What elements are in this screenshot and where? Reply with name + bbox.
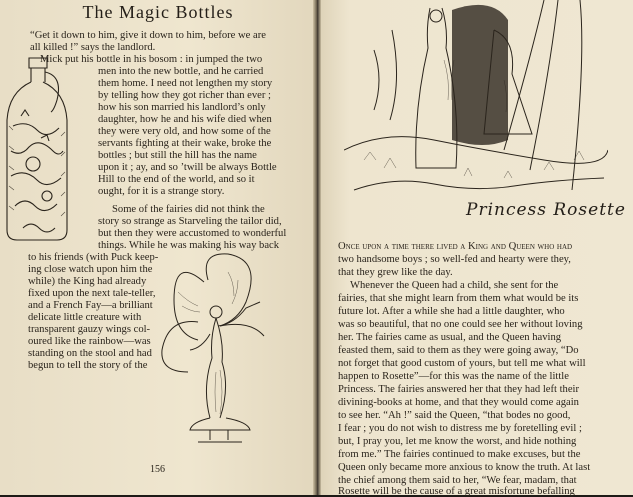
chapter-title: Princess Rosette bbox=[466, 200, 626, 220]
fairy-forest-illustration bbox=[344, 0, 608, 196]
text-line: but, I pray you, let me know the worst, and hide nothing bbox=[338, 436, 577, 447]
page-number: 156 bbox=[150, 464, 165, 475]
engraved-bottle-illustration bbox=[3, 56, 71, 244]
text-line: ing close watch upon him the bbox=[28, 264, 153, 275]
text-line: Whenever the Queen had a child, she sent for the bbox=[350, 280, 559, 291]
text-line: future lot. After a while she had a little daughter, who bbox=[338, 306, 565, 317]
text-line: while) the King had already bbox=[28, 276, 147, 287]
text-line: transparent gauzy wings col- bbox=[28, 324, 151, 335]
text-line: divining-books at home, and that they would come again bbox=[338, 397, 579, 408]
text-line: to see her. “Ah !” said the Queen, “that bodes no good, bbox=[338, 410, 571, 421]
text-line: daughter, how he and his wife died when bbox=[98, 114, 272, 125]
text-line: them home. I need not lengthen my story bbox=[98, 78, 273, 89]
text-line: I fear ; you do not wish to distress me by foretelling evil ; bbox=[338, 423, 582, 434]
text-line: “Get it down to him, give it down to him, before we are bbox=[30, 30, 266, 41]
text-line: to his friends (with Puck keep- bbox=[28, 252, 159, 263]
text-line: things. While he was making his way back bbox=[98, 240, 280, 251]
text-line: men into the new bottle, and he carried bbox=[98, 66, 264, 77]
text-line: ought, for it is a strange story. bbox=[98, 186, 225, 197]
text-line: and a French Fay—a brilliant bbox=[28, 300, 153, 311]
text-line: Queen only became more anxious to know the truth. At last bbox=[338, 462, 591, 473]
text-line: bottles ; but still the hill has the name bbox=[98, 150, 257, 161]
text-line: delicate little creature with bbox=[28, 312, 142, 323]
text-line: her. The fairies came as usual, and the Queen having bbox=[338, 332, 562, 343]
text-line: standing on the stool and had bbox=[28, 348, 152, 359]
text-line: how his son married his landlord’s only bbox=[98, 102, 266, 113]
text-line: upon it ; ay, and so ’twill be always Bottle bbox=[98, 162, 277, 173]
text-line: fixed upon the next tale-teller, bbox=[28, 288, 156, 299]
text-line: that they grew like the day. bbox=[338, 267, 453, 278]
text-line: happen to Rosette”—for this was the name of the little bbox=[338, 371, 569, 382]
text-line: was so beautiful, that no one could see her without loving bbox=[338, 319, 583, 330]
text-line: Mick put his bottle in his bosom : in jumped the two bbox=[40, 54, 263, 65]
text-line: from me.” The fairies continued to make excuses, but the bbox=[338, 449, 581, 460]
running-head: The Magic Bottles bbox=[82, 2, 234, 22]
text-line: begun to tell the story of the bbox=[28, 360, 148, 371]
text-line: not forget that good custom of yours, but tell me what will bbox=[338, 358, 586, 369]
text-line: feasted them, said to them as they were going away, “Do bbox=[338, 345, 579, 356]
text-line: but then they were accustomed to wonderful bbox=[98, 228, 287, 239]
text-line: Some of the fairies did not think the bbox=[112, 204, 265, 215]
text-line: two handsome boys ; so well-fed and hearty were they, bbox=[338, 254, 571, 265]
text-line: story so strange as Starveling the tailor did, bbox=[98, 216, 282, 227]
text-line: all killed !” says the landlord. bbox=[30, 42, 156, 53]
text-line-content: Once upon a time there lived a King and Queen who had bbox=[338, 241, 573, 252]
text-line: fairies, that she might learn from them what would be its bbox=[338, 293, 579, 304]
text-line: servants fighting at their wake, broke the bbox=[98, 138, 272, 149]
text-line: by telling how they got richer than ever ; bbox=[98, 90, 271, 101]
text-line: Princess. The fairies answered her that they had left their bbox=[338, 384, 580, 395]
text-line: Hill to the end of the world, and so it bbox=[98, 174, 255, 185]
french-fay-illustration bbox=[158, 252, 276, 448]
text-line: the chief among them said to her, “We fear, madam, that bbox=[338, 475, 577, 486]
text-line: oured like the rainbow—was bbox=[28, 336, 151, 347]
text-line: they were very old, and how some of the bbox=[98, 126, 271, 137]
book-gutter bbox=[313, 0, 321, 495]
text-line bbox=[338, 240, 572, 253]
text-line: Rosette will be the cause of a great misfortune befalling bbox=[338, 486, 575, 497]
